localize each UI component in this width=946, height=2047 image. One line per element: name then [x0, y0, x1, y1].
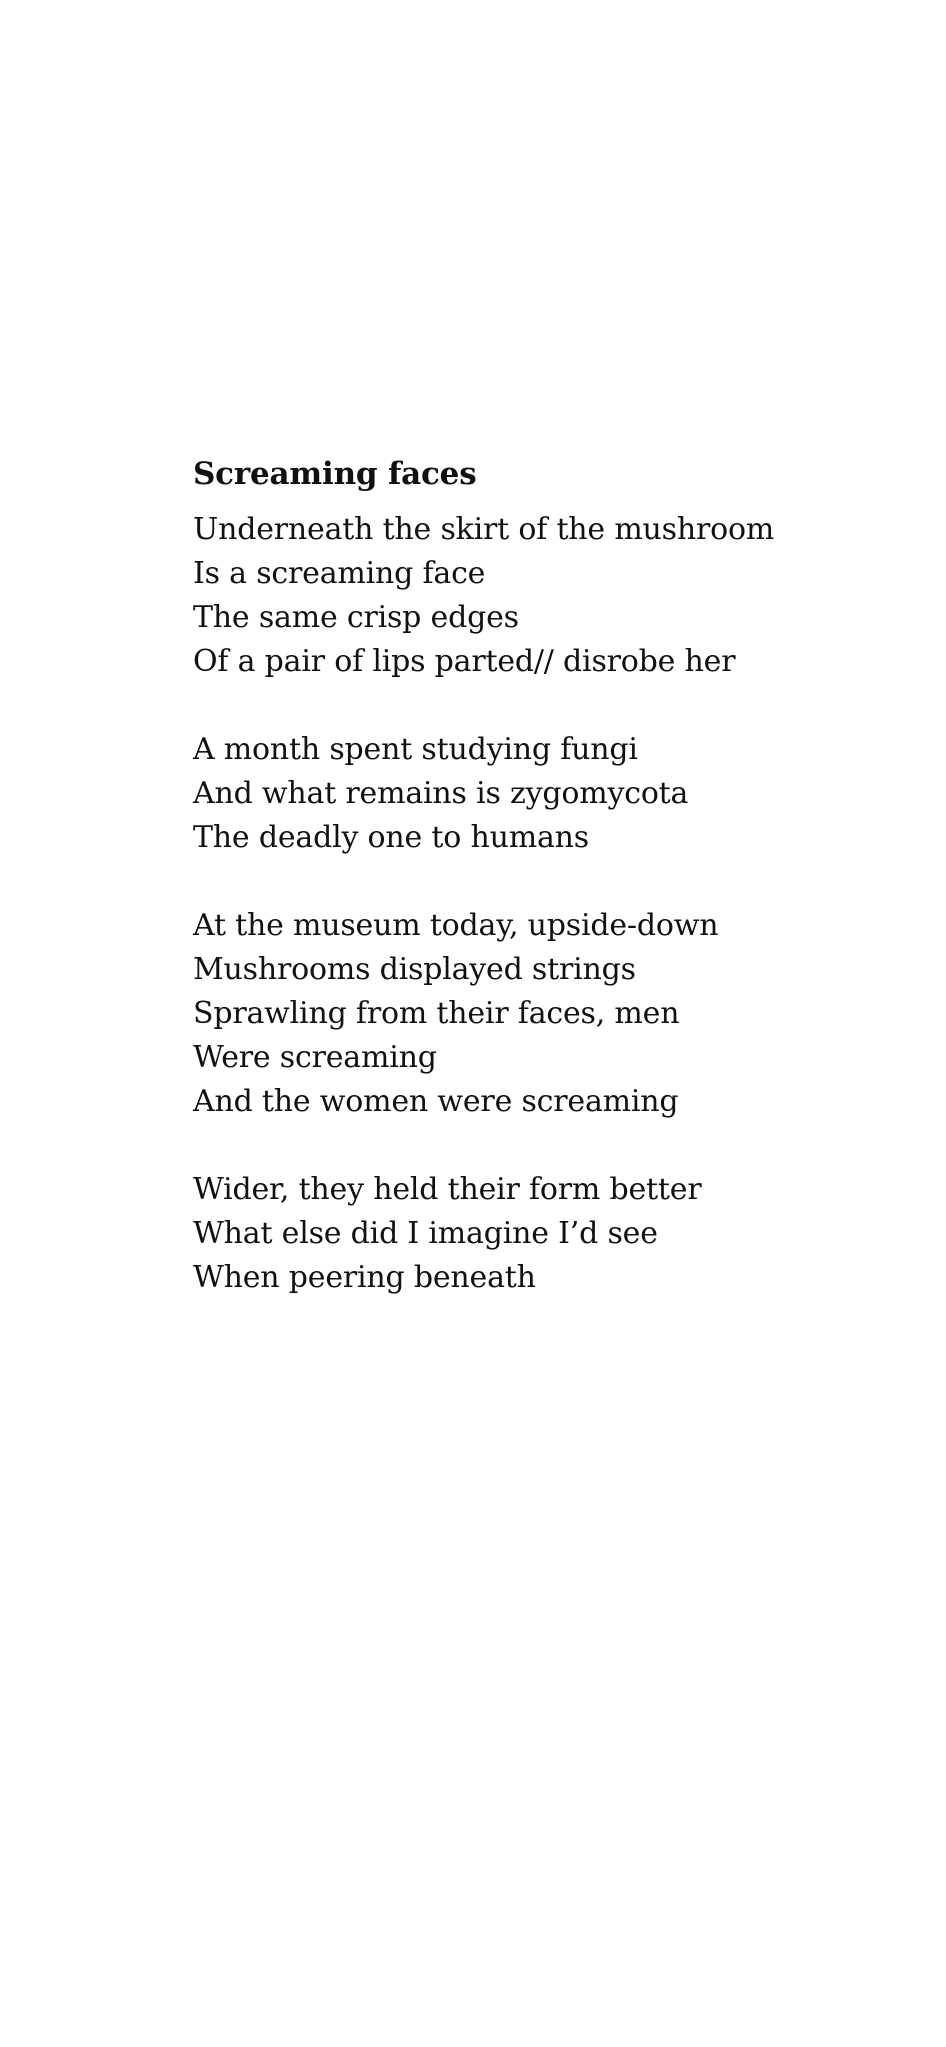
poem-line: Is a screaming face: [193, 556, 486, 591]
poem-line: At the museum today, upside-down: [193, 908, 719, 943]
poem-line: Wider, they held their form better: [193, 1172, 702, 1207]
poem-line: Underneath the skirt of the mushroom: [193, 512, 775, 547]
poem-line: And what remains is zygomycota: [193, 776, 689, 811]
poem-line: Were screaming: [193, 1040, 437, 1075]
poem: [193, 452, 893, 1344]
poem-line: A month spent studying fungi: [193, 732, 638, 767]
poem-line: The same crisp edges: [193, 600, 519, 635]
poem-line: Sprawling from their faces, men: [193, 996, 680, 1031]
poem-line: What else did I imagine I’d see: [193, 1216, 658, 1251]
poem-title: Screaming faces: [193, 456, 477, 492]
stanza-1: [193, 508, 893, 684]
poem-line: Of a pair of lips parted// disrobe her: [193, 644, 736, 679]
poem-line: Mushrooms displayed strings: [193, 952, 636, 987]
stanza-4: [193, 1168, 893, 1300]
poem-line: When peering beneath: [193, 1260, 536, 1295]
poem-line: The deadly one to humans: [193, 820, 589, 855]
stanza-2: [193, 728, 893, 860]
poem-line: And the women were screaming: [193, 1084, 679, 1119]
stanza-3: [193, 904, 893, 1124]
